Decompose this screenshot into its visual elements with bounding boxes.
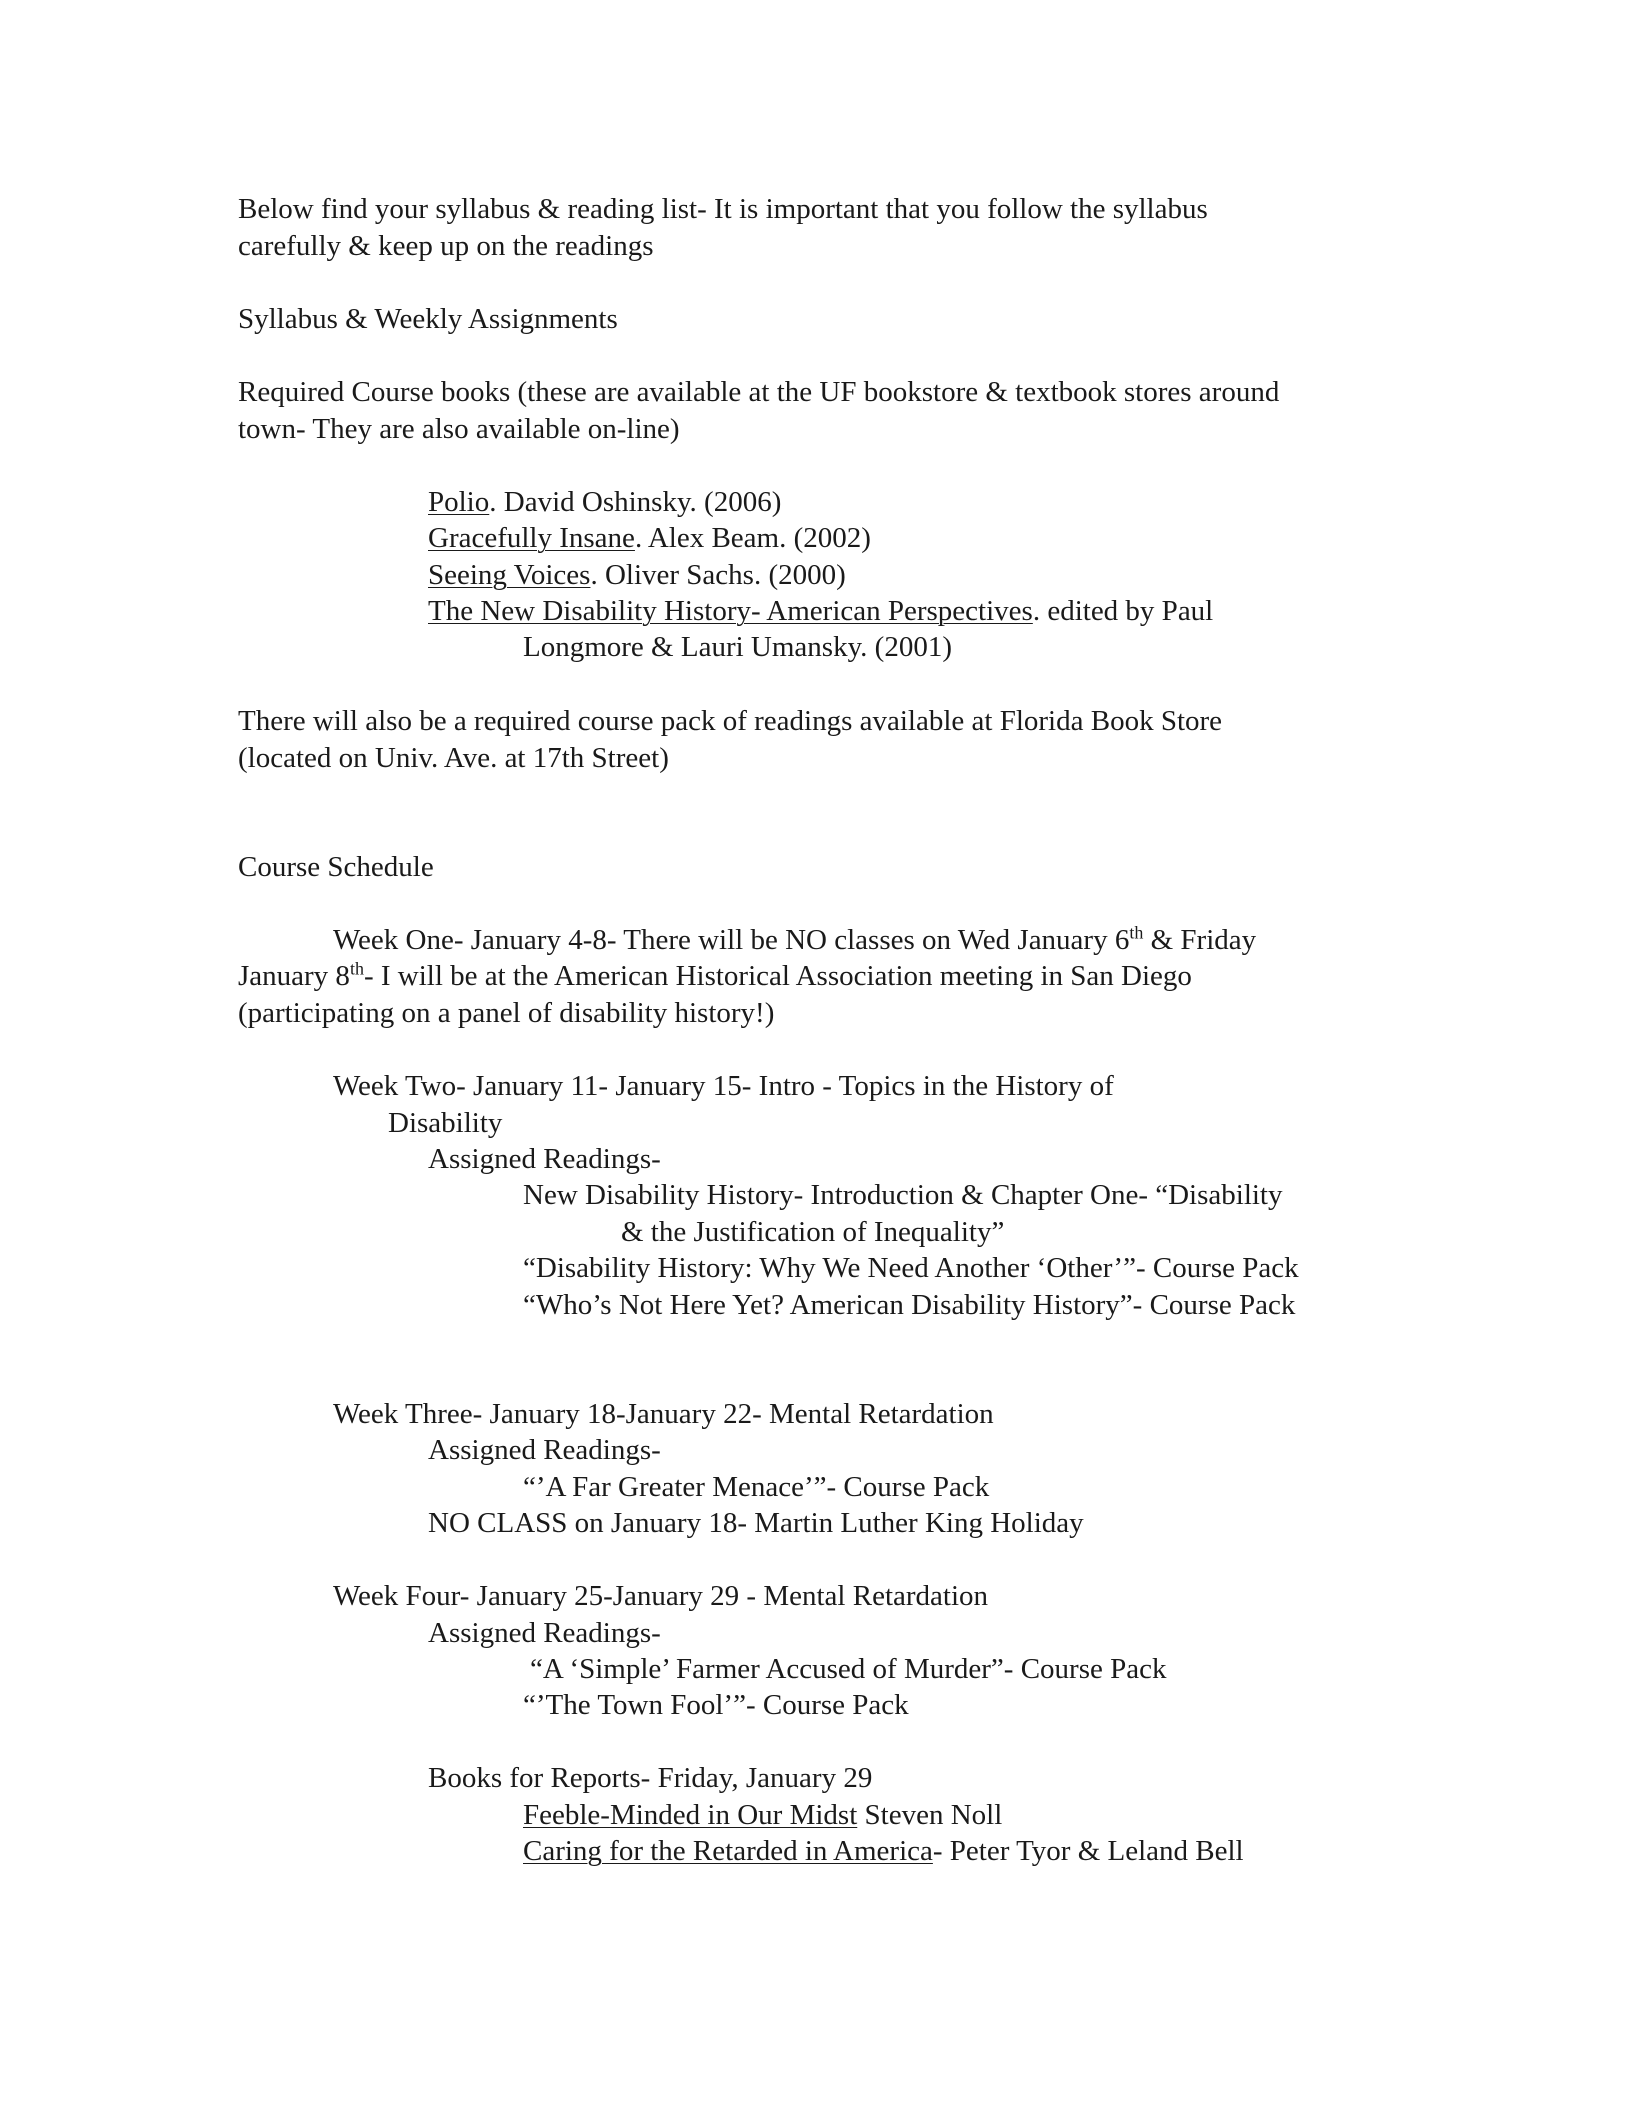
report-book: [523, 1797, 1002, 1834]
intro-line-2: carefully & keep up on the readings: [238, 230, 654, 262]
assigned-readings-label: Assigned Readings-: [428, 1617, 661, 1649]
book-details: . Oliver Sachs. (2000): [590, 559, 846, 591]
reading-item: New Disability History- Introduction & Chapter One- “Disability: [523, 1179, 1283, 1211]
reading-item: “Disability History: Why We Need Another ‘Other’”- Course Pack: [523, 1252, 1299, 1284]
week-one-line-1: Week One- January 4-8- There will be NO classes on Wed January 6th & Friday: [333, 922, 1257, 956]
book-author: - Peter Tyor & Leland Bell: [932, 1835, 1244, 1867]
required-books-line-2: town- They are also available on-line): [238, 413, 680, 445]
reading-item-cont: & the Justification of Inequality”: [621, 1216, 1005, 1248]
book-title: Gracefully Insane: [428, 522, 635, 554]
book-title: Polio: [428, 486, 490, 518]
intro-line-1: Below find your syllabus & reading list- It is important that you follow the syllabus: [238, 193, 1208, 225]
book-title: Caring for the Retarded in America: [523, 1835, 933, 1867]
week-one-line-2: January 8th- I will be at the American Historical Association meeting in San Diego: [238, 958, 1192, 992]
books-for-reports-label: Books for Reports- Friday, January 29: [428, 1762, 873, 1794]
course-pack-line-1: There will also be a required course pack of readings available at Florida Book Store: [238, 705, 1223, 737]
no-class-note: NO CLASS on January 18- Martin Luther King Holiday: [428, 1507, 1084, 1539]
book-entry: [428, 484, 781, 521]
syllabus-heading: Syllabus & Weekly Assignments: [238, 303, 618, 335]
week-two-title-cont: Disability: [388, 1107, 503, 1139]
report-book: [523, 1833, 1244, 1870]
required-books-line-1: Required Course books (these are available at the UF bookstore & textbook stores around: [238, 376, 1280, 408]
book-author: Steven Noll: [857, 1799, 1003, 1831]
week-one-line-3: (participating on a panel of disability history!): [238, 997, 775, 1029]
assigned-readings-label: Assigned Readings-: [428, 1143, 661, 1175]
course-pack-line-2: (located on Univ. Ave. at 17th Street): [238, 742, 669, 774]
reading-item: “A ‘Simple’ Farmer Accused of Murder”- Course Pack: [530, 1653, 1167, 1685]
book-details: . edited by Paul: [1032, 595, 1214, 627]
book-entry: [428, 520, 871, 557]
book-entry-continuation: Longmore & Lauri Umansky. (2001): [523, 631, 952, 663]
book-title: Seeing Voices: [428, 559, 591, 591]
schedule-heading: Course Schedule: [238, 851, 434, 883]
reading-item: “Who’s Not Here Yet? American Disability History”- Course Pack: [523, 1289, 1296, 1321]
reading-item: “’A Far Greater Menace’”- Course Pack: [523, 1471, 990, 1503]
week-two-title: Week Two- January 11- January 15- Intro - Topics in the History of: [333, 1070, 1114, 1102]
book-title: Feeble-Minded in Our Midst: [523, 1799, 858, 1831]
reading-item: “’The Town Fool’”- Course Pack: [523, 1689, 909, 1721]
book-entry: [428, 557, 846, 594]
book-details: . David Oshinsky. (2006): [489, 486, 782, 518]
book-entry: [428, 593, 1213, 630]
week-four-title: Week Four- January 25-January 29 - Mental Retardation: [333, 1580, 989, 1612]
week-three-title: Week Three- January 18-January 22- Mental Retardation: [333, 1398, 994, 1430]
book-title: The New Disability History- American Perspectives: [428, 595, 1033, 627]
book-details: . Alex Beam. (2002): [634, 522, 871, 554]
assigned-readings-label: Assigned Readings-: [428, 1434, 661, 1466]
